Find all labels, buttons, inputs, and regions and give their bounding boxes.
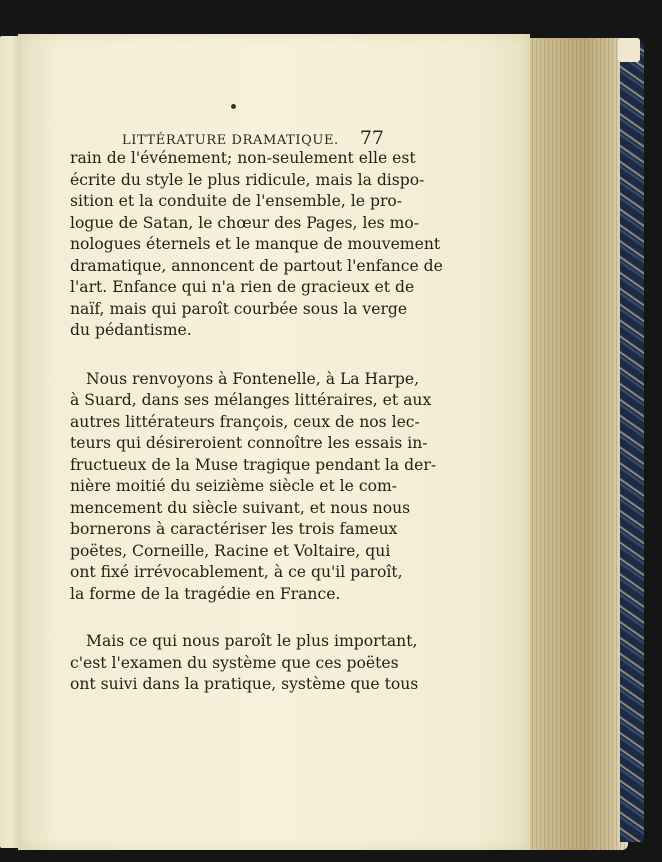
paragraph-gap <box>70 342 384 369</box>
text-line: nologues éternels et le manque de mouvement <box>70 235 441 253</box>
text-line: l'art. Enfance qui n'a rien de gracieux et de <box>70 278 415 296</box>
paragraph-gap <box>70 605 384 631</box>
page-fore-edge <box>516 38 628 850</box>
text-line: naïf, mais qui paroît courbée sous la verge <box>70 299 408 318</box>
text-line: fructueux de la Muse tragique pendant la der- <box>70 455 437 474</box>
text-line: écrite du style le plus ridicule, mais la dispo- <box>70 170 425 189</box>
cover-corner <box>618 38 640 62</box>
text-line: ont fixé irrévocablement, à ce qu'il paroît, <box>70 563 403 581</box>
text-line: ont suivi dans la pratique, système que tous <box>70 675 419 693</box>
text-line: bornerons à caractériser les trois fameux <box>70 520 398 538</box>
text-line: c'est l'examen du système que ces poëtes <box>70 653 399 672</box>
text-line: Nous renvoyons à Fontenelle, à La Harpe, <box>86 369 420 388</box>
text-line: sition et la conduite de l'ensemble, le pro- <box>70 192 403 210</box>
text-line: la forme de la tragédie en France. <box>70 584 341 603</box>
page-number: 77 <box>359 127 384 149</box>
paragraph <box>70 148 443 342</box>
text-line: dramatique, annoncent de partout l'enfance de <box>70 256 443 275</box>
text-line: mencement du siècle suivant, et nous nous <box>70 498 411 517</box>
marbled-cover-edge <box>620 42 644 842</box>
text-line: rain de l'événement; non-seulement elle est <box>70 149 416 167</box>
left-page-edge <box>0 36 20 848</box>
paragraph <box>70 631 419 696</box>
paragraph <box>70 369 437 606</box>
text-line: teurs qui désireroient connoître les essais in- <box>70 434 428 452</box>
text-line: autres littérateurs françois, ceux de nos lec- <box>70 412 420 431</box>
text-line: logue de Satan, le chœur des Pages, les mo- <box>70 213 420 232</box>
text-line: du pédantisme. <box>70 321 192 339</box>
printer-mark <box>231 104 236 109</box>
body-text <box>70 148 443 696</box>
running-head-title: LITTÉRATURE DRAMATIQUE. <box>122 133 339 148</box>
text-line: nière moitié du seizième siècle et le com- <box>70 477 398 495</box>
text-line: poëtes, Corneille, Racine et Voltaire, qui <box>70 541 391 560</box>
text-line: à Suard, dans ses mélanges littéraires, et aux <box>70 391 432 409</box>
text-line: Mais ce qui nous paroît le plus important, <box>86 632 418 650</box>
